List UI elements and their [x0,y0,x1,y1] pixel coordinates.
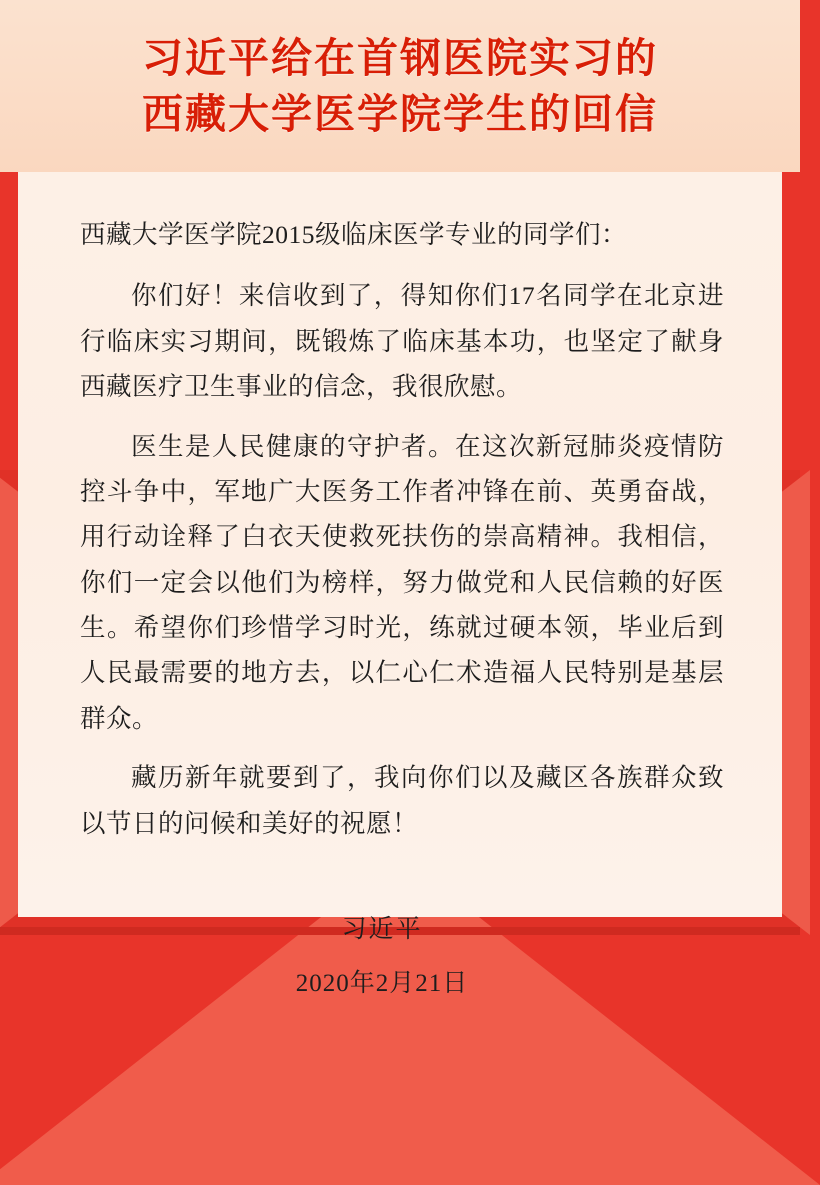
letter-body [80,212,724,1007]
signature-block [80,908,724,1007]
page-title-line-2: 西藏大学医学院学生的回信 [142,91,658,137]
signature-date: 2020年2月21日 [295,970,469,998]
letter-sheet [18,172,782,998]
letter-paragraph-3: 藏历新年就要到了，我向你们以及藏区各族群众致以节日的问候和美好的祝愿！ [80,763,724,838]
letter-paragraph-1: 你们好！来信收到了，得知你们17名同学在北京进行临床实习期间，既锻炼了临床基本功，也坚定了献身西藏医疗卫生事业的信念，我很欣慰。 [80,281,724,402]
signature-name: 习近平 [341,915,423,943]
header-title-group [0,0,800,172]
header-banner [0,0,800,172]
page-title-line-1: 习近平给在首钢医院实习的 [142,34,658,81]
letter-salutation: 西藏大学医学院2015级临床医学专业的同学们： [80,220,628,249]
letter-paragraph-2: 医生是人民健康的守护者。在这次新冠肺炎疫情防控斗争中，军地广大医务工作者冲锋在前、英勇奋战，用行动诠释了白衣天使救死扶伤的崇高精神。我相信，你们一定会以他们为榜样，努力做党和人民信赖的好医生。希望你们珍惜学习时光，练就过硬本领，毕业后到人民最需要的地方去，以仁心仁术造福人民特别是基层群众。 [80,431,724,733]
